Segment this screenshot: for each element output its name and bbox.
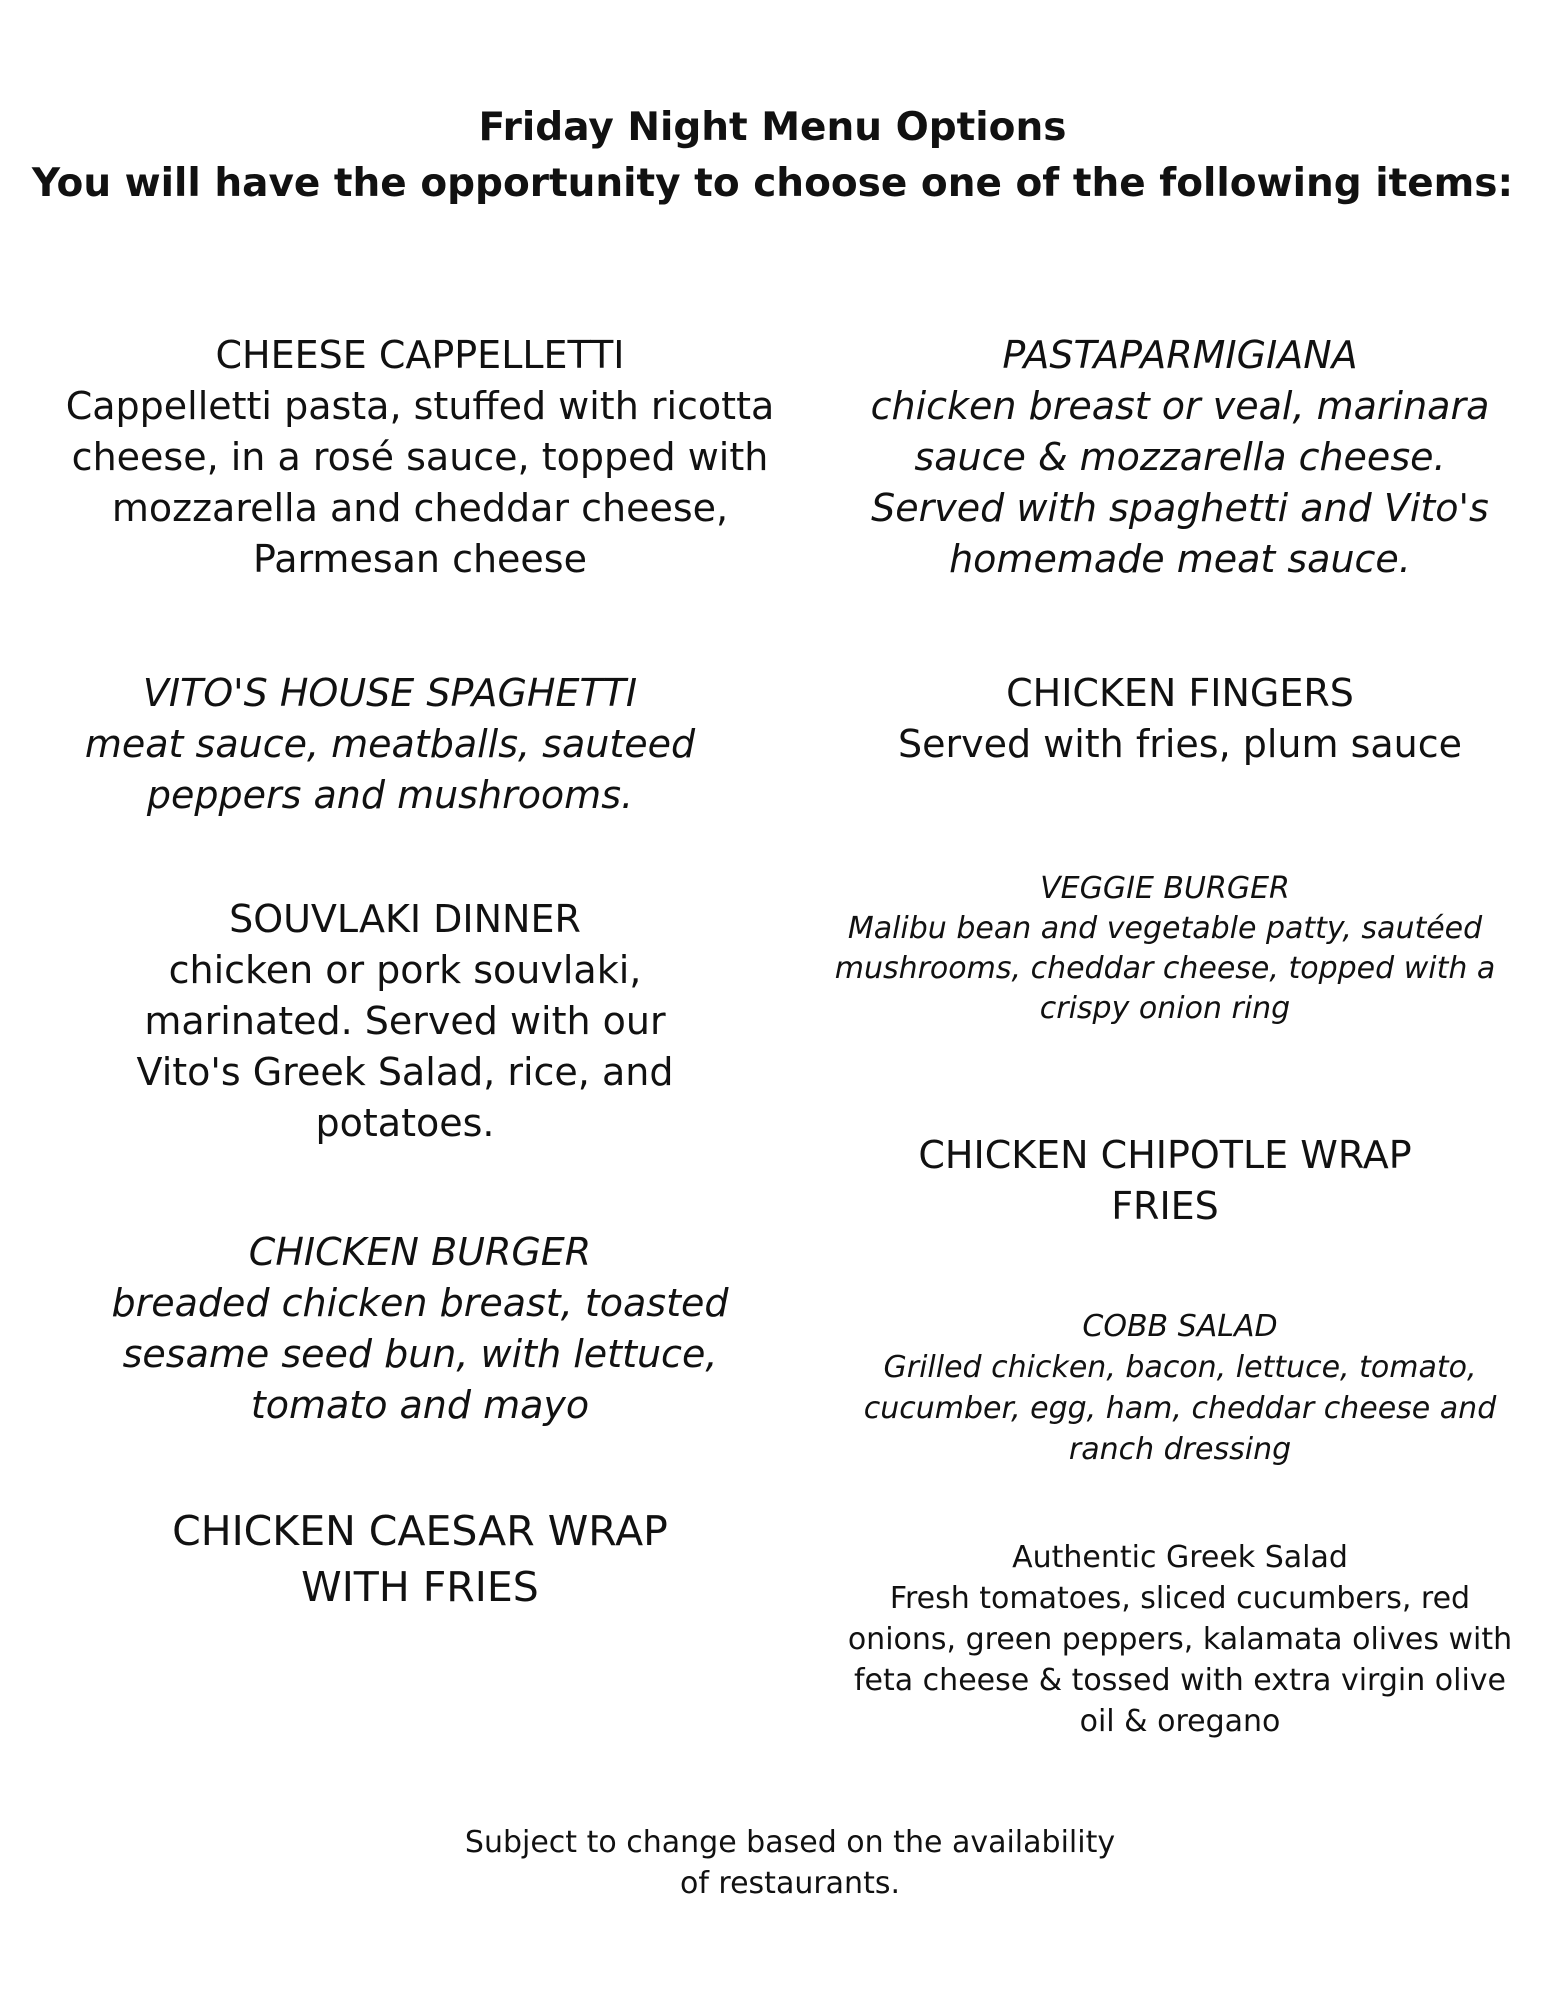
menu-item-description-line: Served with spaghetti and Vito's bbox=[871, 486, 1489, 530]
menu-item-cheese-cappelletti bbox=[40, 330, 800, 585]
menu-item-chicken-burger bbox=[40, 1227, 800, 1431]
menu-item-chicken-fingers bbox=[800, 668, 1545, 770]
menu-item-title: VITO'S HOUSE SPAGHETTI bbox=[142, 671, 638, 715]
menu-item-description-line: Fresh tomatoes, sliced cucumbers, red bbox=[889, 1581, 1471, 1616]
menu-item-description-line: sauce & mozzarella cheese. bbox=[914, 435, 1446, 479]
menu-item-description-line: WITH FRIES bbox=[301, 1563, 539, 1611]
menu-item-description-line: ranch dressing bbox=[1068, 1432, 1292, 1467]
menu-item-description-line: oil & oregano bbox=[1079, 1704, 1281, 1739]
menu-item-cobb-salad bbox=[800, 1306, 1545, 1470]
footer-note-line: Subject to change based on the availability bbox=[464, 1825, 1116, 1860]
menu-item-title: CHICKEN CAESAR WRAP bbox=[172, 1507, 668, 1555]
menu-item-description-line: homemade meat sauce. bbox=[949, 537, 1411, 581]
menu-item-title: CHEESE CAPPELLETTI bbox=[215, 333, 625, 377]
menu-item-description-line: marinated. Served with our bbox=[144, 999, 666, 1043]
menu-item-description-line: Vito's Greek Salad, rice, and bbox=[136, 1050, 674, 1094]
menu-item-chicken-caesar-wrap bbox=[40, 1503, 800, 1615]
menu-item-title: SOUVLAKI DINNER bbox=[229, 897, 581, 941]
menu-item-description-line: onions, green peppers, kalamata olives with bbox=[847, 1622, 1513, 1657]
footer-note-line: of restaurants. bbox=[679, 1866, 901, 1901]
page-header bbox=[0, 100, 1545, 212]
menu-item-chicken-chipotle-wrap bbox=[800, 1130, 1530, 1232]
menu-item-description-line: mushrooms, cheddar cheese, topped with a bbox=[834, 951, 1496, 986]
menu-item-description-line: Grilled chicken, bacon, lettuce, tomato, bbox=[883, 1350, 1477, 1385]
menu-item-description-line: tomato and mayo bbox=[250, 1383, 590, 1427]
menu-item-description-line: mozzarella and cheddar cheese, bbox=[111, 486, 729, 530]
menu-item-description-line: sesame seed bun, with lettuce, bbox=[122, 1332, 718, 1376]
menu-item-title: VEGGIE BURGER bbox=[1040, 871, 1290, 906]
menu-item-description-line: Parmesan cheese bbox=[252, 537, 587, 581]
page-subtitle: You will have the opportunity to choose one of the following items: bbox=[31, 161, 1514, 206]
menu-item-description-line: Malibu bean and vegetable patty, sautéed bbox=[847, 911, 1483, 946]
menu-item-title: COBB SALAD bbox=[1082, 1309, 1278, 1344]
menu-item-title: CHICKEN FINGERS bbox=[1006, 671, 1354, 715]
menu-item-description-line: peppers and mushrooms. bbox=[146, 773, 634, 817]
menu-item-description-line: chicken or pork souvlaki, bbox=[168, 948, 642, 992]
menu-item-veggie-burger bbox=[800, 869, 1530, 1029]
menu-item-pasta-parmigiana bbox=[800, 330, 1545, 585]
menu-item-vitos-house-spaghetti bbox=[40, 668, 740, 821]
menu-item-souvlaki-dinner bbox=[40, 894, 770, 1149]
menu-item-title: PASTAPARMIGIANA bbox=[1002, 333, 1358, 377]
menu-item-title: CHICKEN CHIPOTLE WRAP bbox=[918, 1133, 1412, 1177]
menu-item-description-line: chicken breast or veal, marinara bbox=[870, 384, 1490, 428]
menu-item-description-line: potatoes. bbox=[315, 1101, 495, 1145]
menu-item-description-line: cheese, in a rosé sauce, topped with bbox=[71, 435, 769, 479]
menu-item-description-line: breaded chicken breast, toasted bbox=[111, 1281, 729, 1325]
menu-item-description-line: meat sauce, meatballs, sauteed bbox=[84, 722, 696, 766]
menu-item-title: Authentic Greek Salad bbox=[1012, 1540, 1348, 1575]
footer-note bbox=[0, 1822, 1545, 1904]
menu-item-authentic-greek-salad bbox=[800, 1537, 1545, 1742]
menu-item-description-line: feta cheese & tossed with extra virgin olive bbox=[853, 1663, 1507, 1698]
menu-item-title: CHICKEN BURGER bbox=[248, 1230, 592, 1274]
menu-item-description-line: Cappelletti pasta, stuffed with ricotta bbox=[65, 384, 775, 428]
menu-item-description-line: Served with fries, plum sauce bbox=[897, 722, 1463, 766]
menu-item-description-line: cucumber, egg, ham, cheddar cheese and bbox=[863, 1391, 1497, 1426]
menu-item-description-line: crispy onion ring bbox=[1039, 991, 1291, 1026]
page-title: Friday Night Menu Options bbox=[478, 105, 1067, 150]
menu-item-description-line: FRIES bbox=[1111, 1184, 1219, 1228]
